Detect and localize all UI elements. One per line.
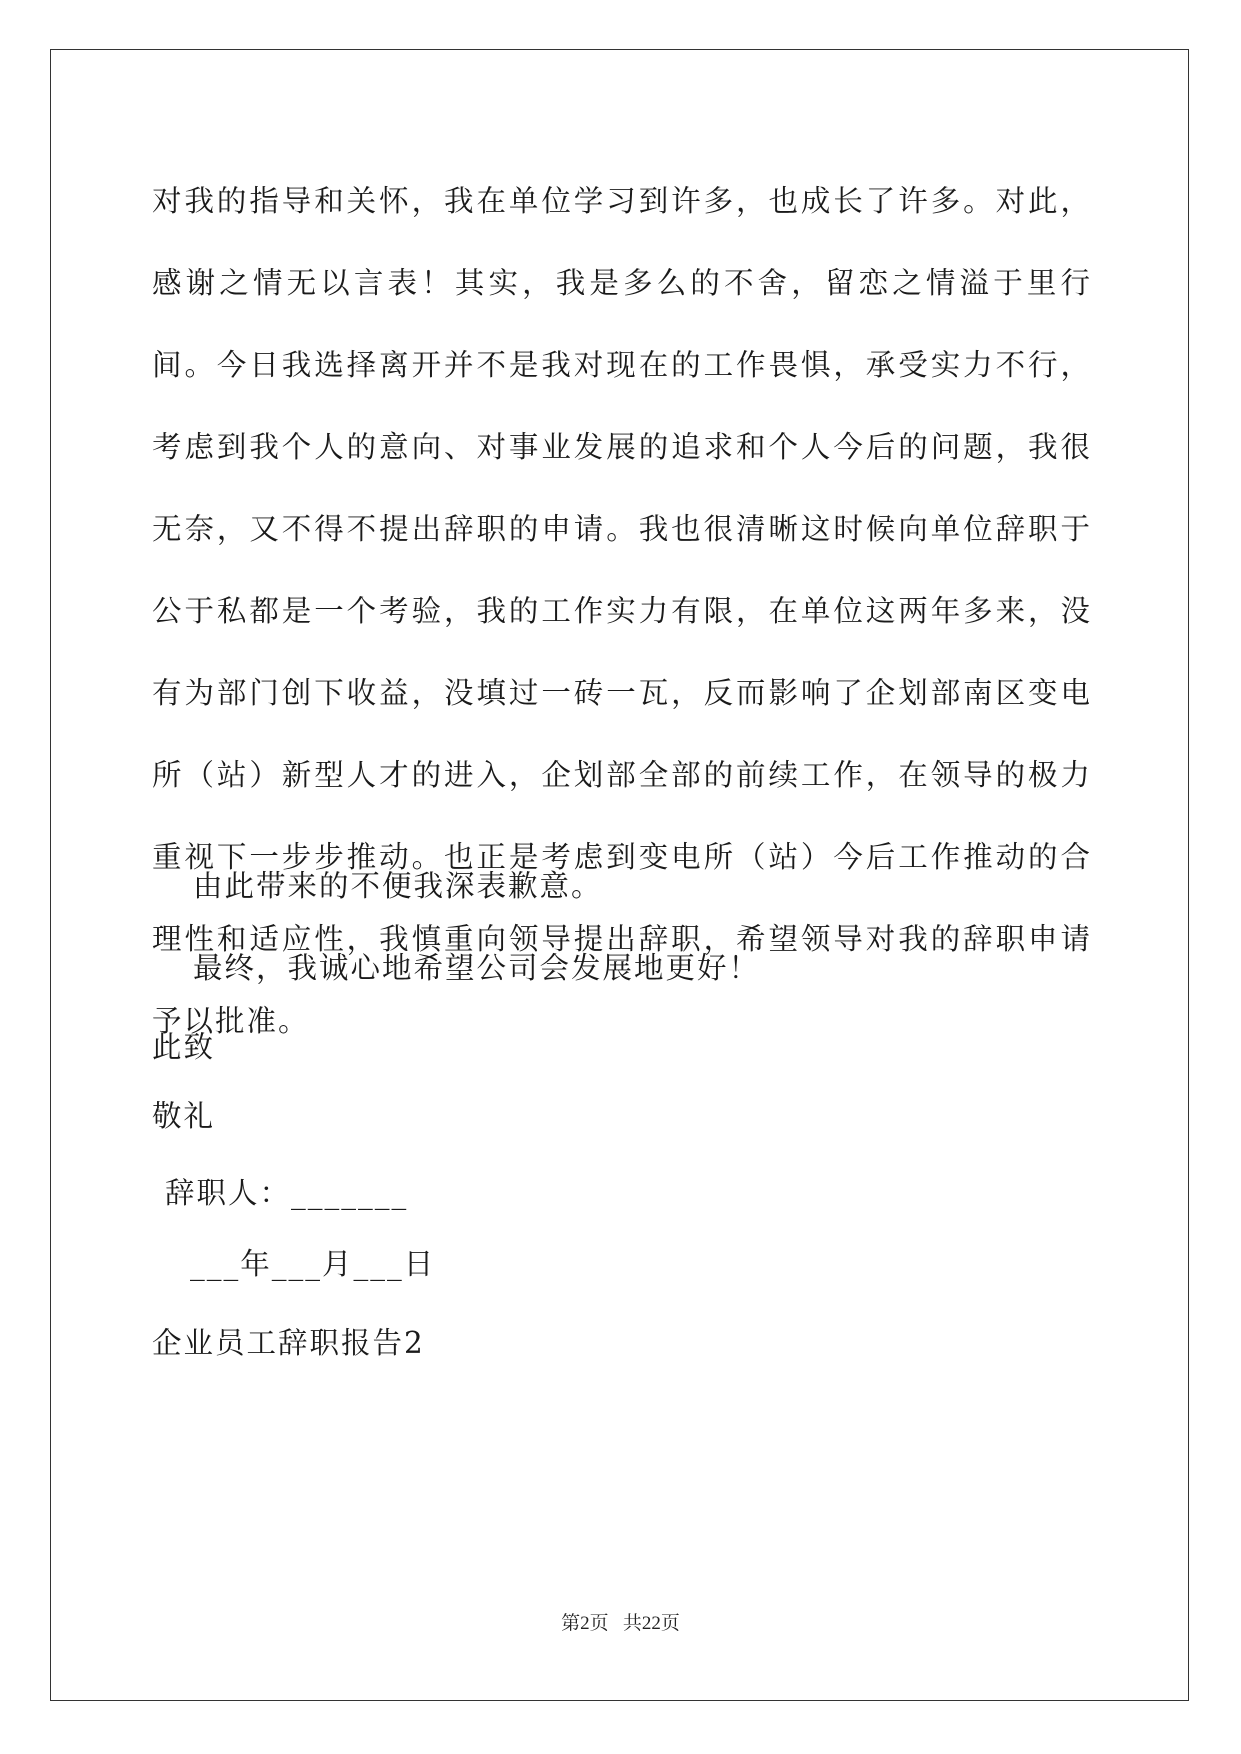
next-section-title: 企业员工辞职报告2 [152, 1326, 425, 1360]
closing-salutation: 此致 [152, 1030, 216, 1064]
page-number-footer: 第2页 共22页 [561, 1613, 680, 1634]
signature-line: 辞职人：_______ [165, 1176, 409, 1210]
closing-regards: 敬礼 [152, 1099, 216, 1133]
apology-line: 由此带来的不便我深表歉意。 [193, 869, 603, 903]
date-line: ___年___月___日 [190, 1247, 436, 1281]
body-paragraph: 对我的指导和关怀，我在单位学习到许多，也成长了许多。对此，感谢之情无以言表！其实，我是多么的不舍，留恋之情溢于里行间。今日我选择离开并不是我对现在的工作畏惧，承受实力不行，考虑到我个人的意向、对事业发展的追求和个人今后的问题，我很无奈，又不得不提出辞职的申请。我也很清晰这时候向单位辞职于公于私都是一个考验，我的工作实力有限，在单位这两年多来，没有为部门创下收益，没填过一砖一瓦，反而影响了企划部南区变电所（站）新型人才的进入，企划部全部的前续工作，在领导的极力重视下一步步推动。也正是考虑到变电所（站）今后工作推动的合理性和适应性，我慎重向领导提出辞职，希望领导对我的辞职申请予以批准。 [152, 184, 1092, 1038]
wish-line: 最终，我诚心地希望公司会发展地更好！ [193, 951, 761, 985]
